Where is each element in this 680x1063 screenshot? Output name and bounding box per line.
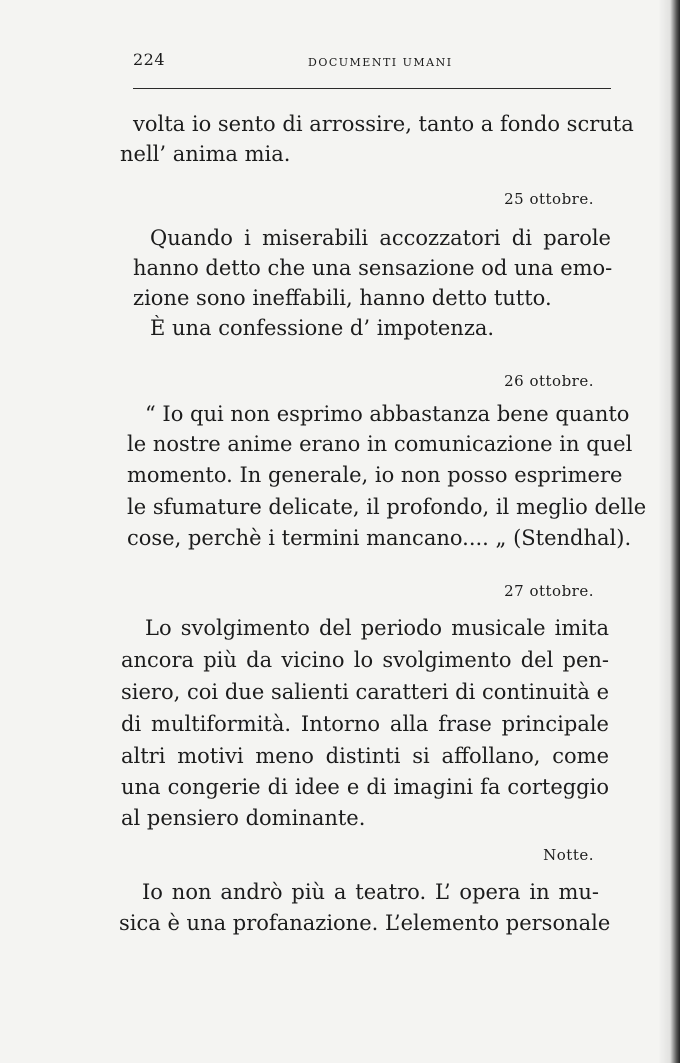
text-line: ancora più da vicino lo svolgimento del pen- [121,648,609,672]
text-line: hanno detto che una sensazione od una emo- [133,256,613,280]
text-line: le sfumature delicate, il profondo, il meglio delle [127,495,647,519]
text-line: zione sono ineffabili, hanno detto tutto. [133,286,552,310]
text-line: Quando i miserabili accozzatori di parole [150,226,611,250]
text-line: momento. In generale, io non posso esprimere [127,463,623,487]
text-line: cose, perchè i termini mancano.... „ (Stendhal). [127,526,632,550]
text-line: una congerie di idee e di imagini fa corteggio [121,775,609,799]
text-line: Io non andrò più a teatro. L’ opera in mu- [142,880,599,904]
date-heading: 25 ottobre. [504,190,594,208]
text-line: le nostre anime erano in comunicazione in quel [127,432,633,456]
text-line: Lo svolgimento del periodo musicale imita [145,616,609,640]
running-header [133,50,611,80]
text-line: di multiformità. Intorno alla frase principale [121,712,609,736]
date-heading: Notte. [543,846,594,864]
text-line: È una confessione d’ impotenza. [150,316,495,340]
date-heading: 27 ottobre. [504,582,594,600]
text-line: sica è una profanazione. L’elemento personale [119,911,611,935]
text-line: volta io sento di arrossire, tanto a fondo scruta [133,112,634,136]
page-gutter-shadow [658,0,680,1063]
header-rule [133,88,611,89]
text-line: siero, coi due salienti caratteri di continuità e [121,680,609,704]
text-line: nell’ anima mia. [120,142,291,166]
text-line: “ Io qui non esprimo abbastanza bene quanto [145,402,630,426]
running-title: DOCUMENTI UMANI [308,56,453,69]
page-number: 224 [133,50,166,69]
date-heading: 26 ottobre. [504,372,594,390]
text-line: al pensiero dominante. [121,806,366,830]
text-line: altri motivi meno distinti si affollano, come [121,744,609,768]
